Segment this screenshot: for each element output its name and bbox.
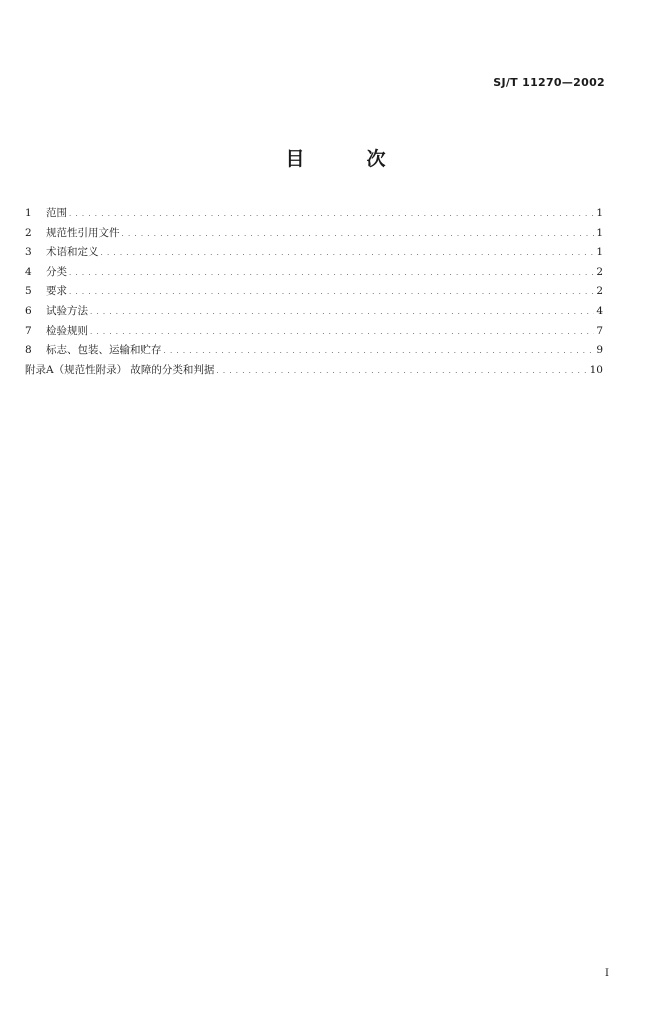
toc-entry-label: 附录A（规范性附录） 故障的分类和判据: [25, 363, 215, 376]
toc-entry-page: 2: [596, 265, 603, 278]
toc-entry-page: 1: [596, 226, 603, 239]
toc-entry-page: 1: [596, 246, 603, 259]
dot-leader: [69, 263, 594, 284]
toc-entry-scope[interactable]: [25, 204, 603, 224]
dot-leader: [101, 243, 595, 264]
toc-entry-appendix-a[interactable]: [25, 361, 603, 381]
toc-entry-label: 术语和定义: [46, 246, 99, 259]
toc-entry-number: 7: [25, 324, 32, 337]
toc-entry-label: 范围: [46, 207, 67, 219]
dot-leader: [69, 204, 594, 225]
toc-entry-page: 2: [596, 285, 603, 298]
toc-entry-number: 8: [25, 344, 32, 357]
standard-code: SJ/T 11270—2002: [493, 76, 605, 89]
toc-entry-number: 2: [25, 226, 32, 239]
toc-entry-number: 4: [25, 265, 32, 278]
toc-entry-terms-definitions[interactable]: [25, 243, 603, 263]
page-number: I: [605, 968, 609, 979]
toc-entry-number: 1: [25, 207, 32, 219]
toc-entry-label: 试验方法: [46, 304, 88, 317]
toc-entry-page: 9: [596, 344, 603, 357]
toc-entry-number: 6: [25, 304, 32, 317]
toc-entry-page: 1: [596, 207, 603, 219]
toc-entry-number: 5: [25, 285, 32, 298]
toc-entry-label: 要求: [46, 285, 67, 298]
toc-entry-test-methods[interactable]: [25, 302, 603, 322]
toc-entry-label: 标志、包装、运输和贮存: [46, 344, 162, 357]
dot-leader: [90, 302, 594, 323]
page-title: 目次: [285, 148, 448, 170]
toc-entry-label: 规范性引用文件: [46, 226, 120, 239]
toc-entry-number: 3: [25, 246, 32, 259]
toc-entry-page: 4: [596, 304, 603, 317]
toc-entry-marking-packaging[interactable]: [25, 341, 603, 361]
dot-leader: [90, 322, 594, 343]
toc-entry-inspection-rules[interactable]: [25, 322, 603, 342]
dot-leader: [69, 282, 594, 303]
toc-entry-page: 10: [589, 363, 603, 376]
toc-entry-requirements[interactable]: [25, 282, 603, 302]
dot-leader: [216, 361, 587, 382]
toc-entry-label: 检验规则: [46, 324, 88, 337]
toc-entry-classification[interactable]: [25, 263, 603, 283]
toc-entry-normative-references[interactable]: [25, 224, 603, 244]
toc-entry-page: 7: [596, 324, 603, 337]
toc-entry-label: 分类: [46, 265, 67, 278]
dot-leader: [164, 341, 595, 362]
table-of-contents: [25, 204, 603, 380]
dot-leader: [122, 224, 595, 245]
